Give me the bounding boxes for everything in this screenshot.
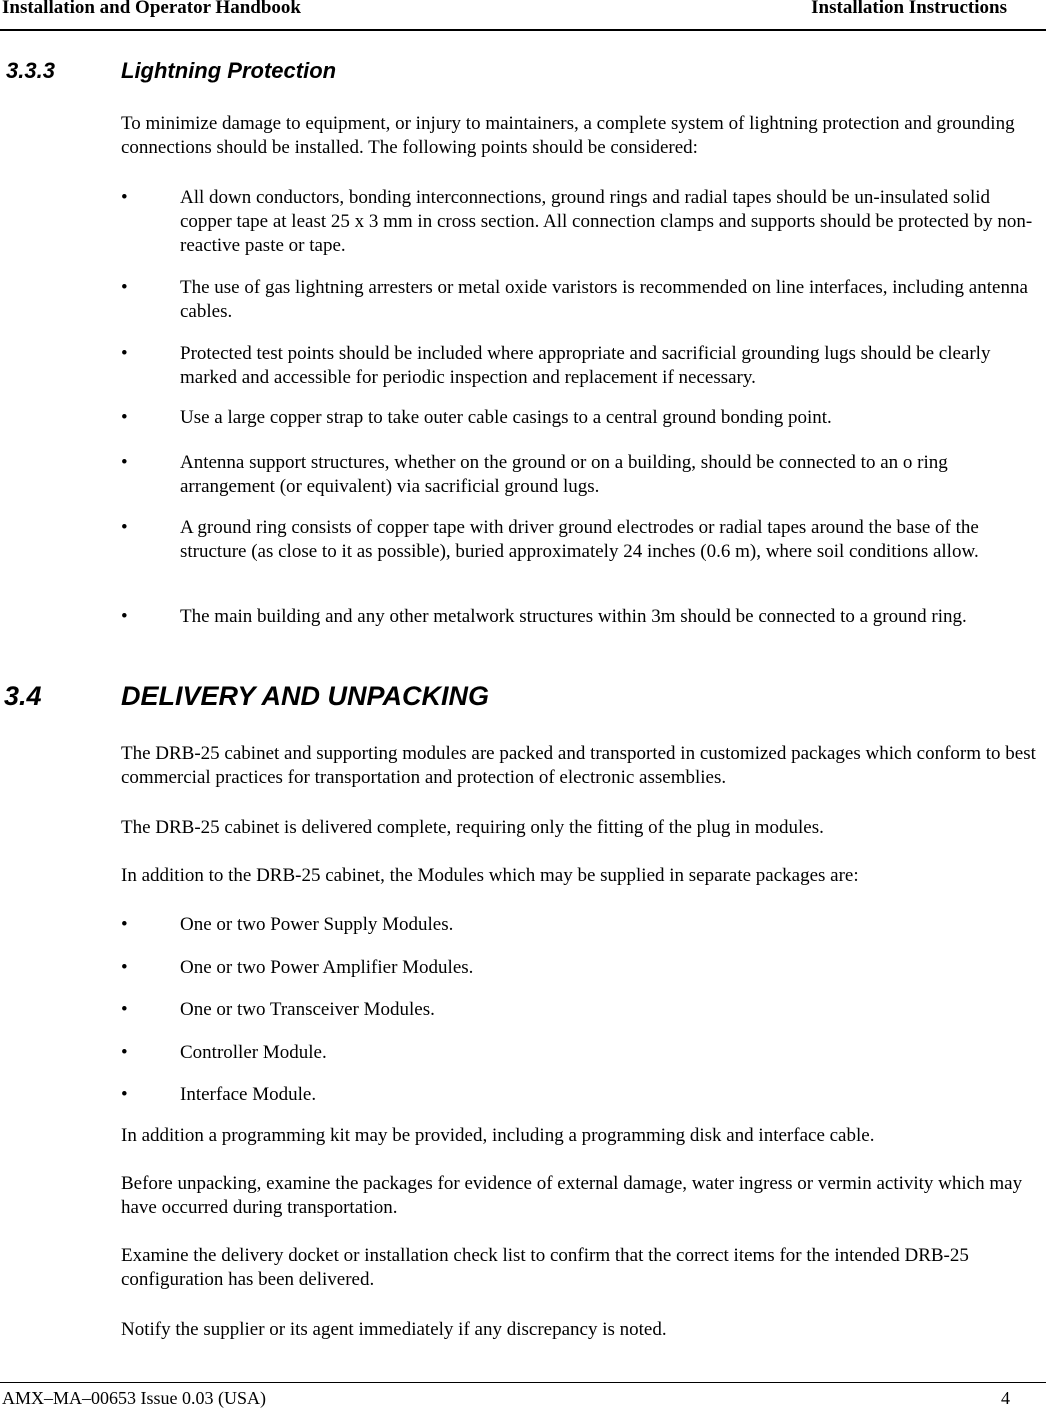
- list-item: [121, 956, 1041, 980]
- bullet-icon: •: [121, 407, 128, 428]
- section-number: 3.3.3: [6, 58, 55, 83]
- section-title: DELIVERY AND UNPACKING: [121, 681, 490, 711]
- delivery-paragraph-4: In addition a programming kit may be provided, including a programming disk and interface cable.: [121, 1125, 875, 1146]
- list-item-text: Interface Module.: [180, 1084, 317, 1105]
- bullet-icon: •: [121, 914, 128, 935]
- header-title: Installation and Operator Handbook: [2, 0, 301, 18]
- list-item: [121, 1041, 1041, 1065]
- delivery-paragraph-5: Before unpacking, examine the packages for evidence of external damage, water ingress or vermin activity which may have occurred during transportation.: [121, 1173, 1023, 1218]
- list-item-text: All down conductors, bonding interconnections, ground rings and radial tapes should be un-insulated solid copper tape at least 25 x 3 mm in cross section. All connection clamps and supports should be protected by non-reactive paste or tape.: [180, 187, 1033, 256]
- footer-doc-id: AMX–MA–00653 Issue 0.03 (USA): [2, 1388, 266, 1408]
- list-item: [121, 516, 1041, 564]
- list-item: [121, 406, 1041, 430]
- list-item: [121, 276, 1041, 324]
- lightning-intro: To minimize damage to equipment, or injury to maintainers, a complete system of lightning protection and grounding connections should be installed. The following points should be considered:: [121, 113, 1015, 158]
- list-item: [121, 186, 1041, 258]
- delivery-paragraph-2: The DRB-25 cabinet is delivered complete, requiring only the fitting of the plug in modules.: [121, 817, 824, 838]
- bullet-icon: •: [121, 452, 128, 473]
- list-item-text: Protected test points should be included where appropriate and sacrificial grounding lugs should be clearly marked and accessible for periodic inspection and replacement if necessary.: [180, 343, 991, 388]
- page-footer: [0, 1382, 1046, 1416]
- page-header: [0, 0, 1046, 31]
- delivery-paragraph-1: The DRB-25 cabinet and supporting modules are packed and transported in customized packages which conform to best commercial practices for transportation and protection of electronic assemblies.: [121, 743, 1036, 788]
- bullet-icon: •: [121, 277, 128, 298]
- section-number: 3.4: [4, 681, 42, 711]
- bullet-icon: •: [121, 187, 128, 208]
- section-title: Lightning Protection: [121, 58, 337, 83]
- header-section: Installation Instructions: [811, 0, 1007, 18]
- list-item: [121, 913, 1041, 937]
- list-item-text: Use a large copper strap to take outer cable casings to a central ground bonding point.: [180, 407, 832, 428]
- list-item: [121, 342, 1041, 390]
- list-item-text: One or two Power Supply Modules.: [180, 914, 454, 935]
- delivery-paragraph-6: Examine the delivery docket or installation check list to confirm that the correct items for the intended DRB-25 configuration has been delivered.: [121, 1245, 969, 1290]
- bullet-icon: •: [121, 606, 128, 627]
- list-item: [121, 605, 1041, 629]
- list-item-text: A ground ring consists of copper tape with driver ground electrodes or radial tapes around the base of the structure (as close to it as possible), buried approximately 24 inches (0.6 m), where soil conditions allow.: [180, 517, 979, 562]
- list-item: [121, 451, 1041, 499]
- bullet-icon: •: [121, 957, 128, 978]
- list-item: [121, 1083, 1041, 1107]
- list-item-text: Controller Module.: [180, 1042, 327, 1063]
- list-item-text: Antenna support structures, whether on the ground or on a building, should be connected to an o ring arrangement (or equivalent) via sacrificial ground lugs.: [180, 452, 948, 497]
- list-item-text: The main building and any other metalwork structures within 3m should be connected to a ground ring.: [180, 606, 967, 627]
- bullet-icon: •: [121, 517, 128, 538]
- bullet-icon: •: [121, 999, 128, 1020]
- list-item: [121, 998, 1041, 1022]
- list-item-text: The use of gas lightning arresters or metal oxide varistors is recommended on line interfaces, including antenna cables.: [180, 277, 1028, 322]
- bullet-icon: •: [121, 1084, 128, 1105]
- list-item-text: One or two Transceiver Modules.: [180, 999, 435, 1020]
- bullet-icon: •: [121, 343, 128, 364]
- delivery-paragraph-7: Notify the supplier or its agent immediately if any discrepancy is noted.: [121, 1319, 667, 1340]
- delivery-paragraph-3: In addition to the DRB-25 cabinet, the Modules which may be supplied in separate packages are:: [121, 865, 859, 886]
- bullet-icon: •: [121, 1042, 128, 1063]
- page-number: 4: [1001, 1388, 1010, 1408]
- list-item-text: One or two Power Amplifier Modules.: [180, 957, 474, 978]
